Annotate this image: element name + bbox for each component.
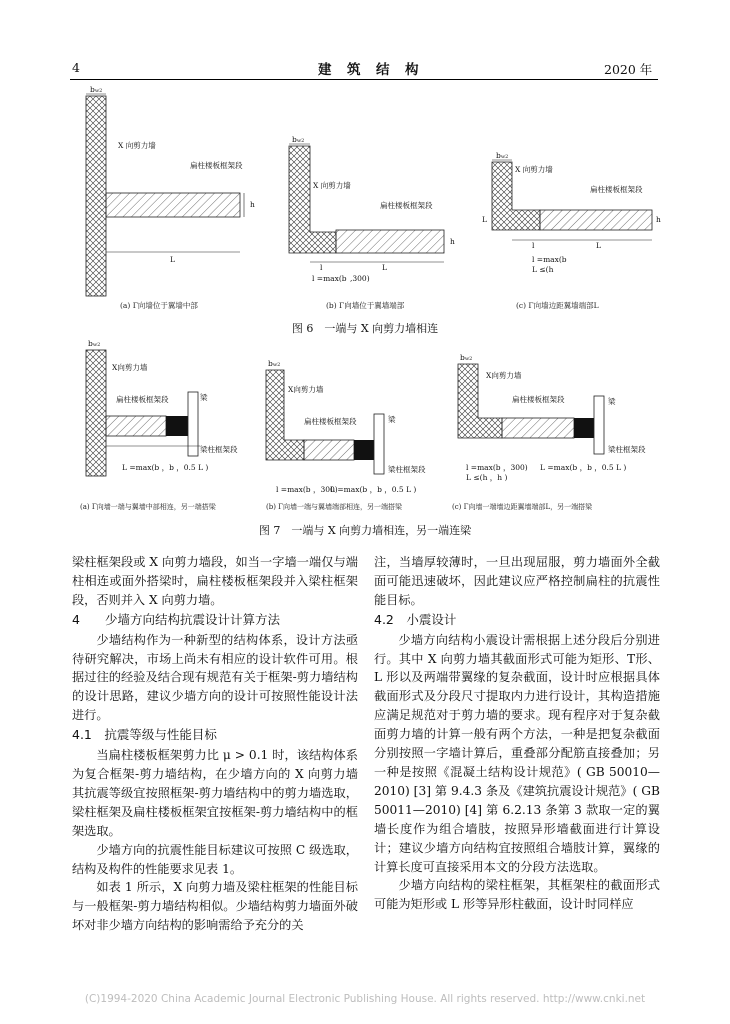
- svg-text:l: l: [320, 263, 323, 272]
- fig6a-wall: [86, 96, 106, 296]
- svg-text:bw2: bw2: [268, 359, 281, 368]
- fig7c-beamcol-label: 梁柱框架段: [608, 445, 646, 454]
- svg-text:bw2: bw2: [88, 339, 101, 348]
- fig7c-beam-seg-label: 扁柱楼板框架段: [512, 395, 565, 404]
- fig7b-slab: [304, 440, 354, 460]
- svg-text:h: h: [450, 237, 455, 246]
- fig7a-formula: L =max(b ，b ，0.5 L ): [122, 463, 209, 472]
- svg-text:bw2: bw2: [292, 135, 305, 144]
- svg-text:bw2: bw2: [460, 353, 473, 362]
- fig7b-diagram: [266, 359, 426, 495]
- svg-text:L ≤(h: L ≤(h: [532, 265, 554, 274]
- svg-text:bw2: bw2: [90, 85, 103, 94]
- fig7b-formula-2: L =max(b ，b ，0.5 L ): [330, 485, 417, 494]
- fig7c-diagram: [458, 353, 646, 483]
- fig7b-wall: [266, 370, 304, 460]
- svg-text:L: L: [170, 255, 175, 264]
- fig7c-formula-1: l =max(b ，300): [466, 463, 528, 472]
- page-number: 4: [72, 60, 80, 75]
- paragraph: 少墙方向结构的梁柱框架，其框架柱的截面形式可能为矩形或 L 形等异形柱截面，设计时同样应: [374, 878, 660, 912]
- svg-text:bw2: bw2: [496, 151, 509, 160]
- fig7b-subcaption: (b) Γ向墙一端与翼墙端部相连，另一端搭梁: [266, 503, 403, 511]
- fig6c-diagram: [482, 151, 661, 274]
- fig6c-slab: [540, 210, 652, 230]
- fig7c-beam: [594, 396, 604, 454]
- fig6a-wall-label: X 向剪力墙: [118, 141, 156, 150]
- fig7a-diagram: [86, 339, 238, 476]
- fig6b-diagram: [289, 135, 455, 283]
- fig7b-formula-1: l =max(b ，300): [276, 485, 338, 494]
- svg-text:l: l: [532, 241, 535, 250]
- fig7c-column: [574, 418, 594, 438]
- fig6c-subcaption: (c) Γ向墙边距翼墙端部L: [516, 301, 599, 310]
- fig7b-beam-label: 梁: [388, 415, 396, 424]
- fig6b-subcaption: (b) Γ向墙位于翼墙端部: [326, 301, 405, 310]
- fig7b-beamcol-label: 梁柱框架段: [388, 465, 426, 474]
- paragraph: 少墙结构作为一种新型的结构体系，设计方法亟待研究解决，市场上尚未有相应的设计软件可用。根据过往的经验及结合现有规范有关于框架-剪力墙结构的设计思路，建议少墙方向的设计可按照性能设计法进行。: [72, 632, 358, 723]
- fig6a-slab: [106, 193, 240, 217]
- section-heading: 4.2 小震设计: [374, 611, 457, 627]
- paragraph: 如表 1 所示，X 向剪力墙及梁柱框架的性能目标与一般框架-剪力墙结构相似。少墙结构剪力墙面外破坏对非少墙方向结构的影响需给予充分的关: [72, 880, 358, 933]
- paragraph: 当扁柱楼板框架剪力比 μ > 0.1 时，该结构体系为复合框架-剪力墙结构，在少墙方向的 X 向剪力墙其抗震等级宜按照框架-剪力墙结构中的剪力墙选取，梁柱框架及扁柱楼板框架宜按框架-剪力墙结构中的框架选取。: [72, 748, 358, 838]
- issue-year: 2020 年: [604, 62, 653, 77]
- fig7a-subcaption: (a) Γ向墙一端与翼墙中部相连，另一端搭梁: [80, 503, 216, 511]
- right-column: [374, 553, 660, 914]
- svg-text:L: L: [482, 215, 487, 224]
- svg-text:h: h: [656, 215, 661, 224]
- fig7a-beam-label: 梁: [200, 393, 208, 402]
- fig7c-formula-3: L =max(b ，b ，0.5 L ): [540, 463, 627, 472]
- fig6c-wall-label: X 向剪力墙: [515, 165, 553, 174]
- fig7b-wall-label: X向剪力墙: [288, 385, 324, 394]
- fig6c-beam-label: 扁柱楼板框架段: [590, 185, 643, 194]
- fig7a-wall: [86, 350, 106, 476]
- svg-text:L: L: [382, 263, 387, 272]
- paragraph: 少墙方向的抗震性能目标建议可按照 C 级选取，结构及构件的性能要求见表 1。: [72, 842, 358, 876]
- fig7b-beam: [374, 414, 384, 474]
- paragraph: 梁柱框架段或 X 向剪力墙段，如当一字墙一端仅与端柱相连或面外搭梁时，扁柱楼板框架段并入梁柱框架段，否则并入 X 向剪力墙。: [72, 555, 358, 607]
- fig7a-column: [166, 416, 188, 436]
- svg-text:,300): ,300): [350, 274, 370, 283]
- fig6b-wall: [289, 146, 336, 253]
- fig7c-slab: [502, 418, 574, 438]
- svg-text:l =max(b: l =max(b: [532, 255, 567, 264]
- fig7a-beam-seg-label: 扁柱楼板框架段: [116, 395, 169, 404]
- fig7a-beamcol-label: 梁柱框架段: [200, 445, 238, 454]
- copyright-footer: (C)1994-2020 China Academic Journal Electronic Publishing House. All rights reserved. http://www.cnki.net: [84, 993, 646, 1005]
- left-column: [72, 553, 358, 935]
- paragraph: 少墙方向结构小震设计需根据上述分段后分别进行。其中 X 向剪力墙其截面形式可能为矩形、T形、L 形以及两端带翼缘的复杂截面，设计时应根据具体截面形式及分段尺寸提取内力进行设计，其构造措施应满足规范对于剪力墙的要求。现有程序对于复杂截面剪力墙的计算一般有两个方法，一种是把复杂截面分别按照一字墙计算后，重叠部分配筋直接叠加；另一种是按照《混凝土结构设计规范》( GB 50010—2010) [3] 第 9.4.3 条及《建筑抗震设计规范》( GB 50011—2010) [4] 第 6.2.13 条第 3 款取一定的翼墙长度作为组合墙肢，按照异形墙截面进行计算设计；建议少墙方向结构宜按照组合墙肢计算，翼缘的计算长度可直接采用本文的分段方法选取。: [374, 632, 660, 874]
- fig6a-subcaption: (a) Γ向墙位于翼墙中部: [120, 301, 198, 310]
- fig6b-beam-label: 扁柱楼板框架段: [380, 201, 433, 210]
- section-heading: 4.1 抗震等级与性能目标: [72, 727, 217, 743]
- figure7-caption: 图 7 一端与 X 向剪力墙相连，另一端连梁: [258, 524, 472, 537]
- fig7c-subcaption: (c) Γ向墙一端墙边距翼墙端部L，另一端搭梁: [452, 503, 593, 511]
- fig6a-beam-label: 扁柱楼板框架段: [190, 161, 243, 170]
- svg-text:h: h: [250, 200, 255, 209]
- section-heading: 4 少墙方向结构抗震设计计算方法: [72, 611, 280, 627]
- fig7a-slab: [106, 416, 166, 436]
- fig7c-wall-label: X向剪力墙: [486, 371, 522, 380]
- fig7c-formula-2: L ≤(h ，h ): [466, 473, 508, 482]
- fig7c-beam-label: 梁: [608, 397, 616, 406]
- fig6b-slab: [336, 230, 444, 253]
- figure6-caption: 图 6 一端与 X 向剪力墙相连: [291, 322, 439, 335]
- fig6a-diagram: [86, 85, 255, 296]
- fig7a-beam: [188, 392, 198, 456]
- svg-text:L: L: [596, 241, 601, 250]
- fig7b-column: [354, 440, 374, 460]
- journal-title: 建 筑 结 构: [318, 62, 420, 78]
- svg-text:l =max(b: l =max(b: [312, 274, 347, 283]
- fig6b-wall-label: X 向剪力墙: [313, 181, 351, 190]
- fig7a-wall-label: X向剪力墙: [112, 363, 148, 372]
- paragraph: 注，当墙厚较薄时，一旦出现屈服，剪力墙面外全截面可能迅速破坏，因此建议应严格控制扁柱的抗震性能目标。: [374, 555, 660, 607]
- fig7b-beam-seg-label: 扁柱楼板框架段: [304, 417, 357, 426]
